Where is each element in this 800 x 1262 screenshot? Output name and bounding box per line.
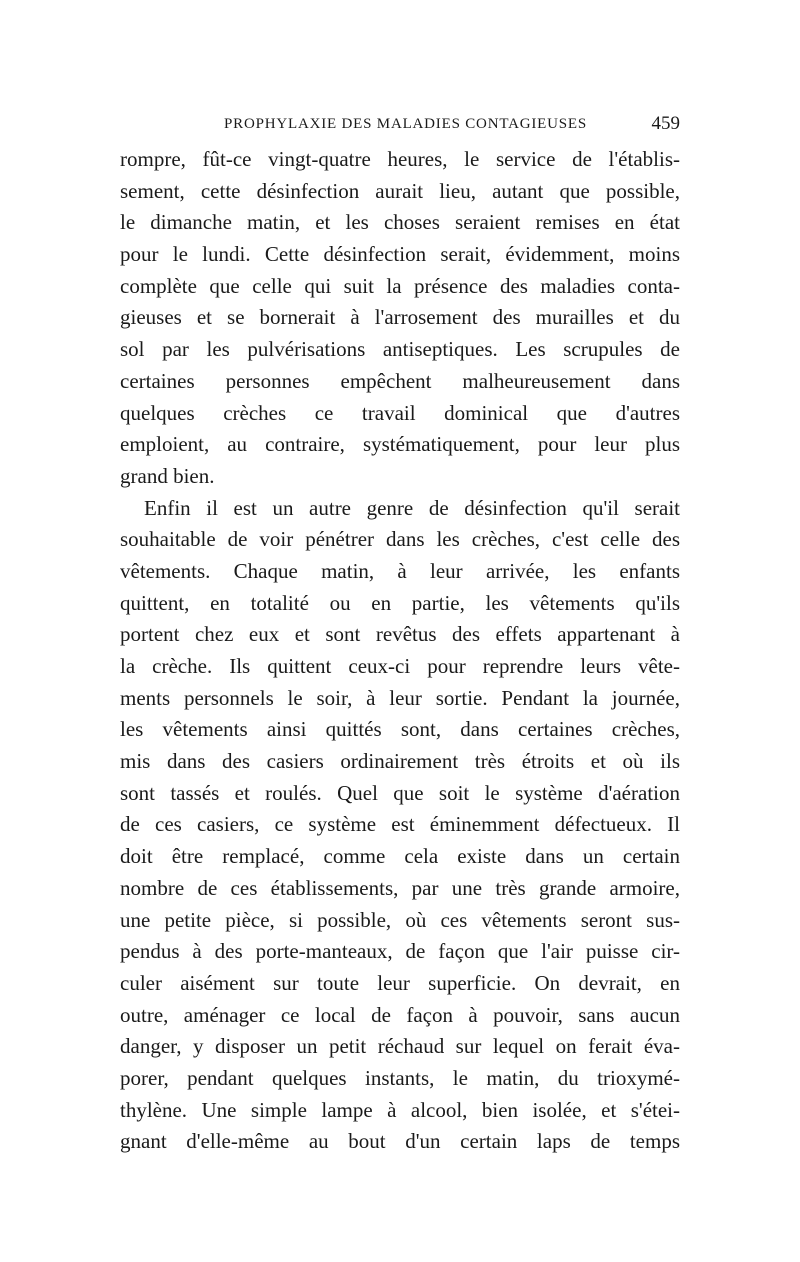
text-line: portent chez eux et sont revêtus des effets appartenant à — [120, 622, 680, 647]
text-line: doit être remplacé, comme cela existe dans un certain — [120, 844, 680, 869]
text-line: mis dans des casiers ordinairement très étroits et où ils — [120, 749, 680, 774]
text-line: sement, cette désinfection aurait lieu, autant que possible, — [120, 178, 680, 203]
text-line: culer aisément sur toute leur superficie. On devrait, en — [120, 970, 680, 995]
text-line: ments personnels le soir, à leur sortie. Pendant la journée, — [120, 685, 680, 710]
paragraph-start-line: Enfin il est un autre genre de désinfection qu'il serait — [144, 495, 680, 520]
text-line: thylène. Une simple lampe à alcool, bien isolée, et s'étei- — [120, 1097, 680, 1122]
text-line: le dimanche matin, et les choses seraient remises en état — [120, 210, 680, 235]
text-line: danger, y disposer un petit réchaud sur lequel on ferait éva- — [120, 1034, 680, 1059]
text-line: rompre, fût-ce vingt-quatre heures, le service de l'établis- — [120, 147, 680, 171]
text-line: vêtements. Chaque matin, à leur arrivée, les enfants — [120, 558, 680, 583]
text-line: quelques crèches ce travail dominical que d'autres — [120, 400, 680, 425]
page-number: 459 — [651, 113, 680, 134]
text-line: la crèche. Ils quittent ceux-ci pour reprendre leurs vête- — [120, 654, 680, 678]
text-line: certaines personnes empêchent malheureusement dans — [120, 368, 680, 393]
text-line: souhaitable de voir pénétrer dans les crèches, c'est celle des — [120, 527, 680, 552]
text-line: quittent, en totalité ou en partie, les vêtements qu'ils — [120, 590, 680, 615]
text-line: gnant d'elle-même au bout d'un certain laps de temps — [120, 1129, 680, 1154]
paragraph-end-line: grand bien. — [120, 463, 215, 488]
running-head — [120, 113, 680, 138]
text-line: porer, pendant quelques instants, le matin, du trioxymé- — [120, 1065, 680, 1090]
text-line: de ces casiers, ce système est éminemment défectueux. Il — [120, 812, 680, 837]
text-line: les vêtements ainsi quittés sont, dans certaines crèches, — [120, 717, 680, 742]
body-text — [120, 144, 680, 1158]
text-line: gieuses et se bornerait à l'arrosement des murailles et du — [120, 305, 680, 330]
text-line: emploient, au contraire, systématiquement, pour leur plus — [120, 432, 680, 457]
text-line: outre, aménager ce local de façon à pouvoir, sans aucun — [120, 1002, 680, 1027]
running-title: PROPHYLAXIE DES MALADIES CONTAGIEUSES — [224, 116, 587, 132]
text-line: pour le lundi. Cette désinfection serait, évidemment, moins — [120, 242, 680, 267]
text-line: sol par les pulvérisations antiseptiques. Les scrupules de — [120, 337, 680, 362]
text-line: sont tassés et roulés. Quel que soit le système d'aération — [120, 780, 680, 805]
text-line: une petite pièce, si possible, où ces vêtements seront sus- — [120, 907, 680, 932]
text-line: complète que celle qui suit la présence des maladies conta- — [120, 273, 680, 298]
text-line: pendus à des porte-manteaux, de façon que l'air puisse cir- — [120, 939, 680, 964]
text-line: nombre de ces établissements, par une très grande armoire, — [120, 875, 680, 900]
